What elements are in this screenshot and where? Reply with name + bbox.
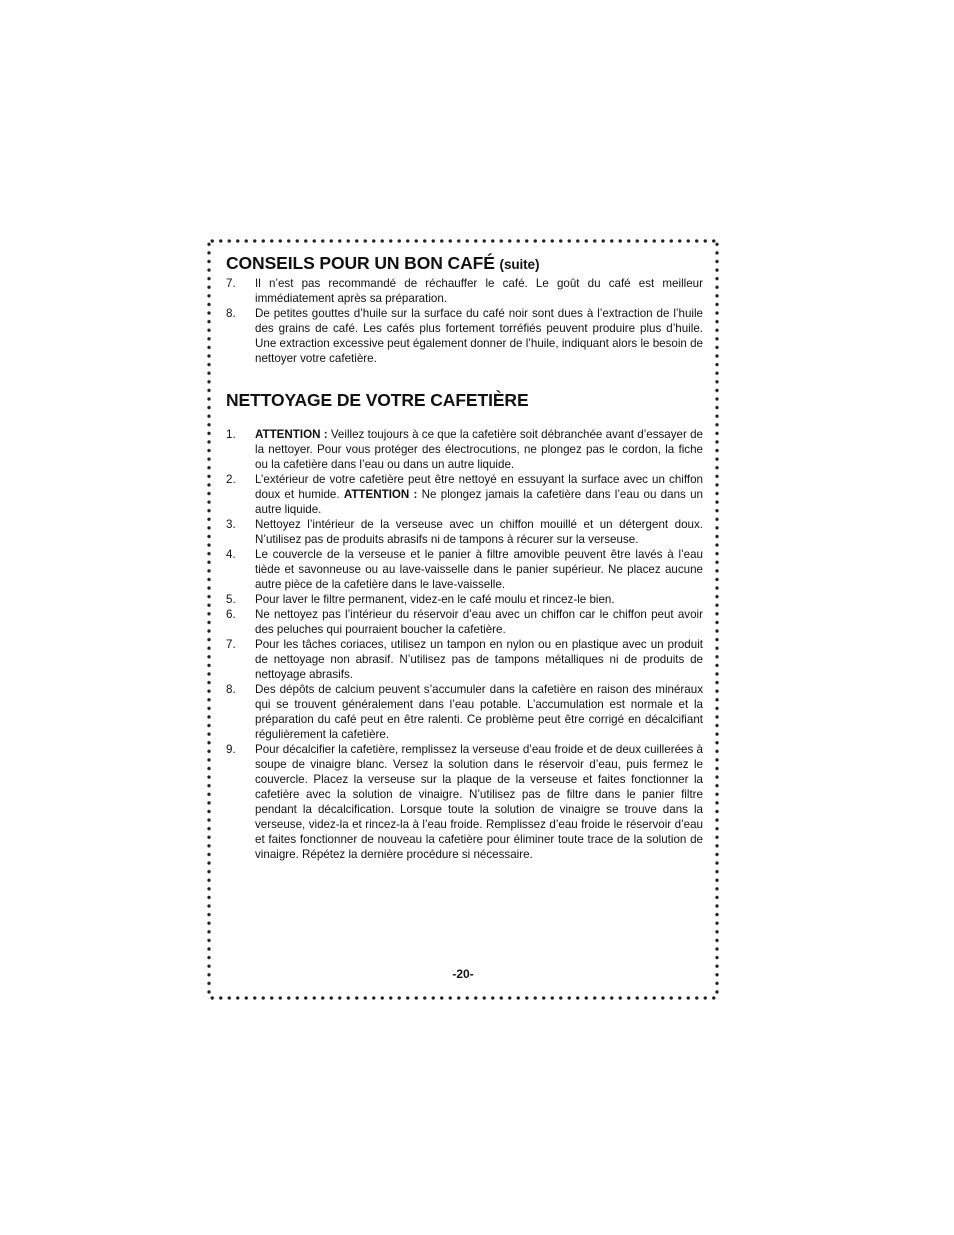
section-title-tips [226, 252, 703, 276]
list-item [226, 276, 703, 306]
cleaning-list [226, 427, 703, 862]
list-item [226, 517, 703, 547]
item-number: 2. [226, 473, 236, 486]
item-number: 8. [226, 307, 236, 320]
page-content [226, 252, 703, 862]
border-right-dots [715, 240, 719, 999]
item-number: 9. [226, 743, 236, 756]
list-item [226, 682, 703, 742]
list-item [226, 427, 703, 472]
item-text: Pour laver le filtre permanent, videz-en le café moulu et rincez-le bien. [255, 593, 615, 606]
item-number: 6. [226, 608, 236, 621]
page-number: -20- [452, 967, 474, 981]
item-number: 5. [226, 593, 236, 606]
tips-list [226, 276, 703, 366]
list-item [226, 607, 703, 637]
item-text: Pour décalcifier la cafetière, remplissez la verseuse d’eau froide et de deux cuillerées à soupe de vinaigre blanc. Versez la solution dans le réservoir d’eau, puis fermez le couvercle. Placez la verseuse sur la plaque de la verseuse et faites fonctionner la cafetière avec la solution de vinaigre. N’utilisez pas de filtre dans le panier filtre pendant la décalcification. Lorsque toute la solution de vinaigre se trouve dans la verseuse, videz-la et rincez-la à l’eau froide. Remplissez d’eau froide le réservoir d’eau et faites fonctionner de nouveau la cafetière pour éliminer toute trace de la solution de vinaigre. Répétez la dernière procédure si nécessaire. [255, 743, 703, 861]
border-bottom-dots [208, 996, 718, 1000]
section-title-cleaning: NETTOYAGE DE VOTRE CAFETIÈRE [226, 390, 529, 410]
item-number: 7. [226, 638, 236, 651]
item-text: Pour les tâches coriaces, utilisez un tampon en nylon ou en plastique avec un produit de nettoyage non abrasif. N’utilisez pas de tampons métalliques ni de produits de nettoyage abrasifs. [255, 638, 703, 681]
item-text-body: L’extérieur de votre cafetière peut être nettoyé en essuyant la surface avec un chiffon doux et humide. [255, 473, 703, 501]
item-number: 8. [226, 683, 236, 696]
item-text [255, 427, 703, 472]
border-left-dots [207, 240, 211, 999]
section-title-tips-text: CONSEILS POUR UN BON CAFÉ [226, 253, 495, 273]
list-item [226, 472, 703, 517]
item-text-body: Veillez toujours à ce que la cafetière soit débranchée avant d’essayer de la nettoyer. Pour vous protéger des électrocutions, ne plongez pas le cordon, la fiche ou la cafetière dans l’eau ou dans un autre liquide. [255, 428, 703, 471]
list-item [226, 547, 703, 592]
section-title-suffix: (suite) [499, 257, 540, 272]
list-item [226, 742, 703, 862]
item-number: 1. [226, 428, 236, 441]
list-item [226, 306, 703, 366]
dotted-border-frame [208, 240, 718, 999]
list-item [226, 637, 703, 682]
item-text: Il n’est pas recommandé de réchauffer le café. Le goût du café est meilleur immédiatement après sa préparation. [255, 277, 703, 305]
item-number: 3. [226, 518, 236, 531]
attention-label: ATTENTION : [255, 428, 328, 441]
item-text: Nettoyez l’intérieur de la verseuse avec un chiffon mouillé et un détergent doux. N’utilisez pas de produits abrasifs ni de tampons à récurer sur la verseuse. [255, 518, 703, 546]
item-text: Le couvercle de la verseuse et le panier à filtre amovible peuvent être lavés à l’eau tiède et savonneuse ou au lave-vaisselle dans le panier supérieur. Ne placez aucune autre pièce de la cafetière dans le lave-vaisselle. [255, 548, 703, 591]
item-text: De petites gouttes d’huile sur la surface du café noir sont dues à l’extraction de l’huile des grains de café. Les cafés plus fortement torréfiés peuvent produire plus d’huile. Une extraction excessive peut également donner de l’huile, indiquant alors le besoin de nettoyer votre cafetière. [255, 307, 703, 365]
list-item [226, 592, 703, 607]
item-number: 7. [226, 277, 236, 290]
item-text: Des dépôts de calcium peuvent s’accumuler dans la cafetière en raison des minéraux qui se trouvent généralement dans l’eau potable. L’accumulation est normale et la préparation du café peut en être ralenti. Ce problème peut être corrigé en décalcifiant régulièrement la cafetière. [255, 683, 703, 741]
item-number: 4. [226, 548, 236, 561]
attention-label: ATTENTION : [343, 488, 418, 501]
item-text [255, 472, 703, 517]
item-text-body: Ne plongez jamais la cafetière dans l’eau ou dans un autre liquide. [255, 488, 703, 516]
border-top-dots [208, 239, 718, 243]
item-text: Ne nettoyez pas l’intérieur du réservoir d’eau avec un chiffon car le chiffon peut avoir des peluches qui pourraient boucher la cafetière. [255, 608, 703, 636]
